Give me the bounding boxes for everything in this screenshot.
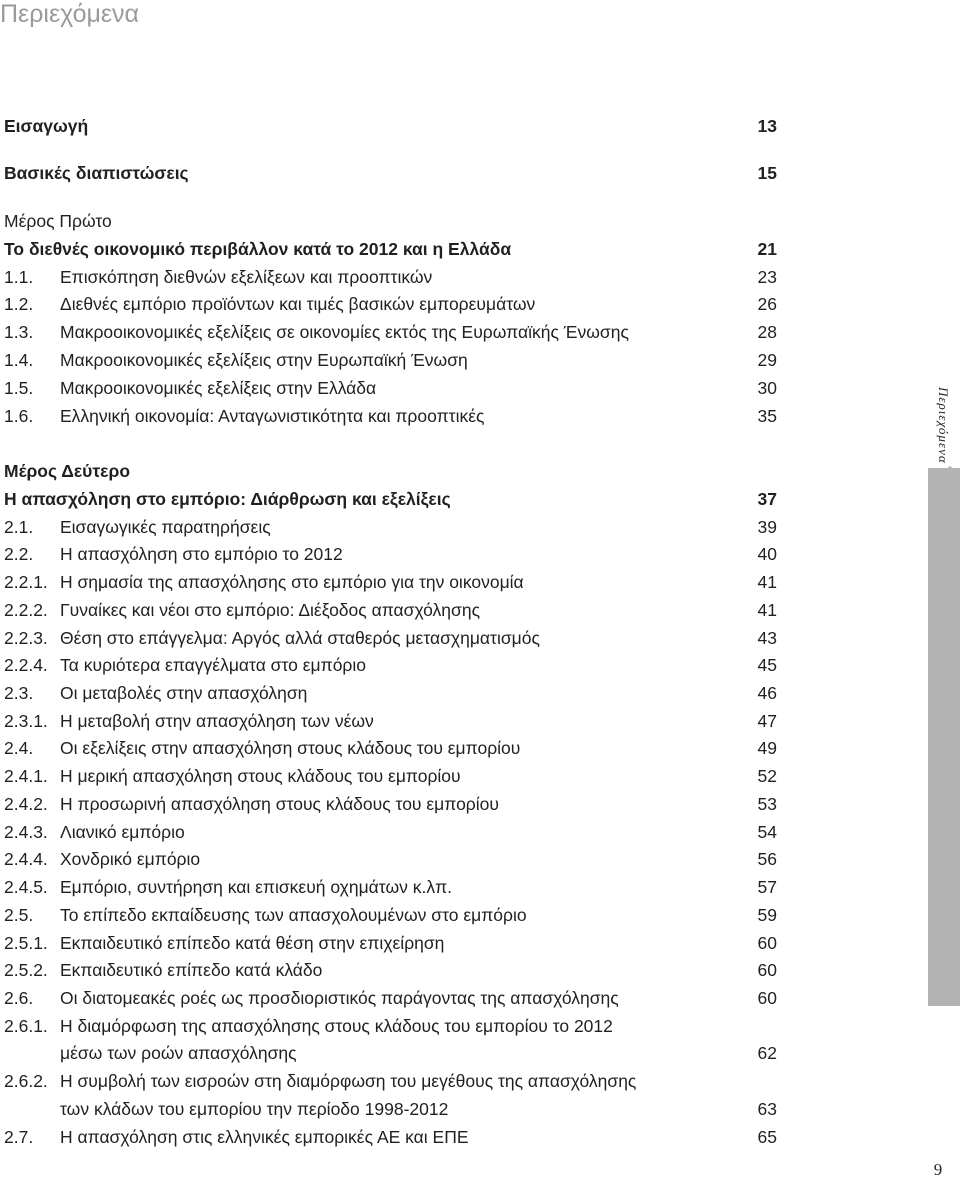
toc-entry-page: 37 [757, 489, 777, 509]
toc-entry-number: 2.4.1. [4, 766, 48, 786]
toc-entry[interactable] [4, 514, 777, 540]
toc-entry-page: 60 [757, 988, 777, 1008]
toc-entry[interactable] [4, 930, 777, 956]
toc-entry-page: 63 [757, 1099, 777, 1119]
toc-entry[interactable] [4, 625, 777, 651]
toc-entry-number: 2.6.1. [4, 1016, 48, 1036]
toc-entry-text: Η απασχόληση στο εμπόριο: Διάρθρωση και εξελίξεις [4, 489, 451, 509]
toc-entry[interactable] [4, 569, 777, 595]
toc-entry-number: 1.6. [4, 406, 34, 426]
toc-entry-number: 2.5.2. [4, 960, 48, 980]
toc-entry-number: 2.5.1. [4, 933, 48, 953]
toc-entry-page: 54 [757, 822, 777, 842]
sidebar-bar [928, 468, 960, 1006]
toc-entry-page: 57 [757, 877, 777, 897]
toc-entry[interactable] [4, 957, 777, 983]
toc-entry-text-continued: των κλάδων του εμπορίου την περίοδο 1998-2012 [60, 1099, 449, 1119]
part-two-label [4, 458, 777, 484]
toc-entry[interactable] [4, 264, 777, 290]
toc-entry-number: 1.5. [4, 378, 34, 398]
toc-entry[interactable] [4, 902, 777, 928]
toc-entry-page: 59 [757, 905, 777, 925]
toc-entry-text: Εισαγωγικές παρατηρήσεις [60, 517, 271, 537]
toc-entry[interactable] [4, 375, 777, 401]
toc-entry-number: 1.2. [4, 294, 34, 314]
toc-entry[interactable] [4, 680, 777, 706]
toc-entry-number: 2.4.3. [4, 822, 48, 842]
toc-entry-text: Εμπόριο, συντήρηση και επισκευή οχημάτων κ.λπ. [60, 877, 453, 897]
toc-entry-page: 60 [757, 933, 777, 953]
toc-entry-number: 2.2.1. [4, 572, 48, 592]
toc-entry-text: Η απασχόληση στο εμπόριο το 2012 [60, 544, 343, 564]
toc-entry-text: Η μεταβολή στην απασχόληση των νέων [60, 711, 374, 731]
toc-entry-number: 2.4. [4, 738, 34, 758]
toc-entry-page: 52 [757, 766, 777, 786]
toc-entry-text: Το επίπεδο εκπαίδευσης των απασχολουμένων στο εμπόριο [60, 905, 527, 925]
toc-entry[interactable] [4, 291, 777, 317]
toc-entry-text: Θέση στο επάγγελμα: Αργός αλλά σταθερός μετασχηματισμός [60, 628, 540, 648]
toc-entry-page: 60 [757, 960, 777, 980]
toc-entry-text: Η μερική απασχόληση στους κλάδους του εμπορίου [60, 766, 461, 786]
toc-entry[interactable] [4, 846, 777, 872]
toc-entry[interactable] [4, 985, 777, 1011]
toc-entry-page: 23 [757, 267, 777, 287]
toc-entry[interactable] [4, 403, 777, 429]
toc-entry-text: Οι μεταβολές στην απασχόληση [60, 683, 308, 703]
toc-entry-page: 56 [757, 849, 777, 869]
toc-entry-number: 2.7. [4, 1127, 34, 1147]
part-label-text: Μέρος Πρώτο [4, 211, 112, 231]
toc-entry-number: 2.2.4. [4, 655, 48, 675]
toc-entry-number: 2.4.4. [4, 849, 48, 869]
toc-entry-page: 21 [757, 239, 777, 259]
toc-entry-text: Μακροοικονομικές εξελίξεις στην Ελλάδα [60, 378, 377, 398]
toc-entry-intro[interactable] [4, 113, 777, 139]
toc-entry-page: 39 [757, 517, 777, 537]
toc-entry[interactable] [4, 1124, 777, 1150]
toc-entry[interactable] [4, 1068, 777, 1094]
toc-entry-text: Εκπαιδευτικό επίπεδο κατά θέση στην επιχείρηση [60, 933, 445, 953]
toc-entry-text: Τα κυριότερα επαγγέλματα στο εμπόριο [60, 655, 367, 675]
toc-entry-text: Μακροοικονομικές εξελίξεις σε οικονομίες εκτός της Ευρωπαϊκής Ένωσης [60, 322, 629, 342]
page-title: Περιεχόμενα [0, 0, 139, 28]
toc-entry-page: 46 [757, 683, 777, 703]
toc-entry-number: 2.3.1. [4, 711, 48, 731]
toc-entry-page: 47 [757, 711, 777, 731]
toc-entry-page: 15 [757, 163, 777, 183]
toc-entry[interactable] [4, 791, 777, 817]
toc-entry-text: Εισαγωγή [4, 116, 89, 136]
toc-entry[interactable] [4, 347, 777, 373]
toc-entry-text: Διεθνές εμπόριο προϊόντων και τιμές βασικών εμπορευμάτων [60, 294, 536, 314]
toc-entry-page: 29 [757, 350, 777, 370]
toc-entry-number: 2.4.2. [4, 794, 48, 814]
toc-entry-page: 13 [757, 116, 777, 136]
toc-entry-continuation[interactable] [4, 1096, 777, 1122]
toc-entry-number: 2.2.3. [4, 628, 48, 648]
toc-entry-text: Επισκόπηση διεθνών εξελίξεων και προοπτικών [60, 267, 433, 287]
toc-entry-page: 41 [757, 600, 777, 620]
toc-entry-part-two[interactable] [4, 486, 777, 512]
toc-entry-number: 2.2.2. [4, 600, 48, 620]
toc-entry-text: Η απασχόληση στις ελληνικές εμπορικές ΑΕ και ΕΠΕ [60, 1127, 469, 1147]
toc-entry-text: Εκπαιδευτικό επίπεδο κατά κλάδο [60, 960, 323, 980]
toc-entry-page: 41 [757, 572, 777, 592]
toc-entry-number: 2.1. [4, 517, 34, 537]
toc-entry-page: 53 [757, 794, 777, 814]
toc-entry-number: 1.4. [4, 350, 34, 370]
toc-entry-text: Η σημασία της απασχόλησης στο εμπόριο για την οικονομία [60, 572, 524, 592]
toc-entry-number: 1.1. [4, 267, 34, 287]
toc-entry-text: Η συμβολή των εισροών στη διαμόρφωση του μεγέθους της απασχόλησης [60, 1071, 637, 1091]
toc-entry[interactable] [4, 597, 777, 623]
toc-entry-number: 2.2. [4, 544, 34, 564]
toc-entry[interactable] [4, 735, 777, 761]
toc-entry-number: 2.6.2. [4, 1071, 48, 1091]
toc-entry-page: 30 [757, 378, 777, 398]
toc-entry-continuation[interactable] [4, 1040, 777, 1066]
toc-entry-page: 28 [757, 322, 777, 342]
toc-entry-part-one[interactable] [4, 236, 777, 262]
toc-entry-number: 2.5. [4, 905, 34, 925]
toc-entry[interactable] [4, 874, 777, 900]
toc-entry-text: Η προσωρινή απασχόληση στους κλάδους του εμπορίου [60, 794, 499, 814]
toc-entry-findings[interactable] [4, 160, 777, 186]
toc-entry-text: Βασικές διαπιστώσεις [4, 163, 189, 183]
toc-entry-text: Οι διατομεακές ροές ως προσδιοριστικός παράγοντας της απασχόλησης [60, 988, 619, 1008]
toc-entry[interactable] [4, 763, 777, 789]
toc-entry[interactable] [4, 1013, 777, 1039]
part-label-text: Μέρος Δεύτερο [4, 461, 131, 481]
toc-entry-page: 40 [757, 544, 777, 564]
toc-entry-text: Λιανικό εμπόριο [60, 822, 185, 842]
toc-entry-text: Γυναίκες και νέοι στο εμπόριο: Διέξοδος απασχόλησης [60, 600, 481, 620]
toc-entry[interactable] [4, 319, 777, 345]
toc-entry-number: 2.4.5. [4, 877, 48, 897]
toc-entry-text-continued: μέσω των ροών απασχόλησης [60, 1043, 297, 1063]
toc-entry[interactable] [4, 819, 777, 845]
toc-entry-text: Η διαμόρφωση της απασχόλησης στους κλάδους του εμπορίου το 2012 [60, 1016, 613, 1036]
toc-entry-number: 1.3. [4, 322, 34, 342]
toc-entry[interactable] [4, 541, 777, 567]
toc-entry-page: 45 [757, 655, 777, 675]
toc-entry-number: 2.6. [4, 988, 34, 1008]
toc-entry-text: Χονδρικό εμπόριο [60, 849, 201, 869]
toc-entry-number: 2.3. [4, 683, 34, 703]
toc-entry-page: 65 [757, 1127, 777, 1147]
toc-entry-text: Ελληνική οικονομία: Ανταγωνιστικότητα και προοπτικές [60, 406, 485, 426]
toc-entry-page: 26 [757, 294, 777, 314]
toc-entry-text: Οι εξελίξεις στην απασχόληση στους κλάδους του εμπορίου [60, 738, 521, 758]
toc-entry[interactable] [4, 708, 777, 734]
sidebar-section-label: Περιεχόμενα [936, 386, 951, 464]
toc-entry-page: 49 [757, 738, 777, 758]
toc-entry-text: Μακροοικονομικές εξελίξεις στην Ευρωπαϊκή Ένωση [60, 350, 468, 370]
toc-entry[interactable] [4, 652, 777, 678]
toc-entry-page: 35 [757, 406, 777, 426]
part-one-label [4, 208, 777, 234]
toc-entry-page: 43 [757, 628, 777, 648]
toc-entry-text: Το διεθνές οικονομικό περιβάλλον κατά το 2012 και η Ελλάδα [4, 239, 512, 259]
toc-entry-page: 62 [757, 1043, 777, 1063]
page-number: 9 [933, 1160, 943, 1179]
